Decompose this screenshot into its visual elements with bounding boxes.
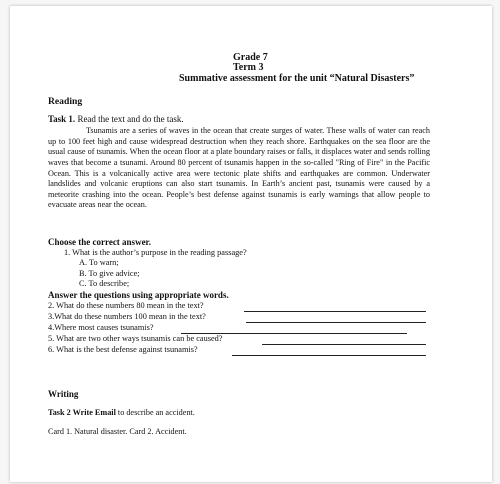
- question-5: 5. What are two other ways tsunamis can be caused?: [48, 334, 223, 343]
- question-4: 4.Where most causes tsunamis?: [48, 323, 154, 332]
- task2-label: Task 2 Write Email: [48, 408, 116, 417]
- grade-label: Grade 7: [233, 52, 268, 63]
- question-1: 1. What is the author’s purpose in the reading passage?: [64, 248, 247, 257]
- task1-text: Read the text and do the task.: [75, 114, 184, 124]
- question-6: 6. What is the best defense against tsunamis?: [48, 345, 198, 354]
- task2-instruction: [48, 408, 195, 417]
- assessment-title: Summative assessment for the unit “Natural Disasters”: [179, 73, 415, 84]
- task1-label: Task 1.: [48, 114, 76, 124]
- task2-text: to describe an accident.: [115, 408, 195, 417]
- task1-instruction: [48, 114, 184, 125]
- choose-heading: Choose the correct answer.: [48, 237, 151, 247]
- question-3: 3.What do these numbers 100 mean in the text?: [48, 312, 206, 321]
- reading-heading: Reading: [48, 96, 83, 107]
- term-label: Term 3: [233, 62, 264, 73]
- answer-line-6[interactable]: [232, 355, 426, 356]
- passage-text: Tsunamis are a series of waves in the ocean that create surges of water. These walls of water can reach up to 100 feet high and cause widespread destruction when they reach shore. Earthquakes on the sea floor are the usual cause of tsunamis. When the ocean floor at a plate boundary raises or falls, it displaces water and sends rolling waves that become a tsunami. Around 80 percent of tsunamis happen in the so-called "Ring of Fire" in the Pacific Ocean. This is a volcanically active area were tectonic plate shifts and earthquakes are common. Underwater landslides and volcanic eruptions can also start tsunamis. In Earth’s ancient past, tsunamis were caused by a meteorite crashing into the ocean. People’s best defense against tsunamis is early warnings that allow people to evacuate areas near the ocean.: [48, 126, 430, 210]
- option-c[interactable]: C. To describe;: [79, 279, 130, 288]
- answer-line-3[interactable]: [246, 322, 426, 323]
- card-options: Card 1. Natural disaster. Card 2. Accident.: [48, 427, 187, 436]
- writing-heading: Writing: [48, 389, 79, 399]
- answer-heading: Answer the questions using appropriate words.: [48, 290, 229, 300]
- option-b[interactable]: B. To give advice;: [79, 269, 140, 278]
- option-a[interactable]: A. To warn;: [79, 258, 119, 267]
- answer-line-2[interactable]: [244, 311, 426, 312]
- reading-passage: [48, 126, 430, 211]
- answer-line-5[interactable]: [262, 344, 426, 345]
- question-2: 2. What do these numbers 80 mean in the text?: [48, 301, 204, 310]
